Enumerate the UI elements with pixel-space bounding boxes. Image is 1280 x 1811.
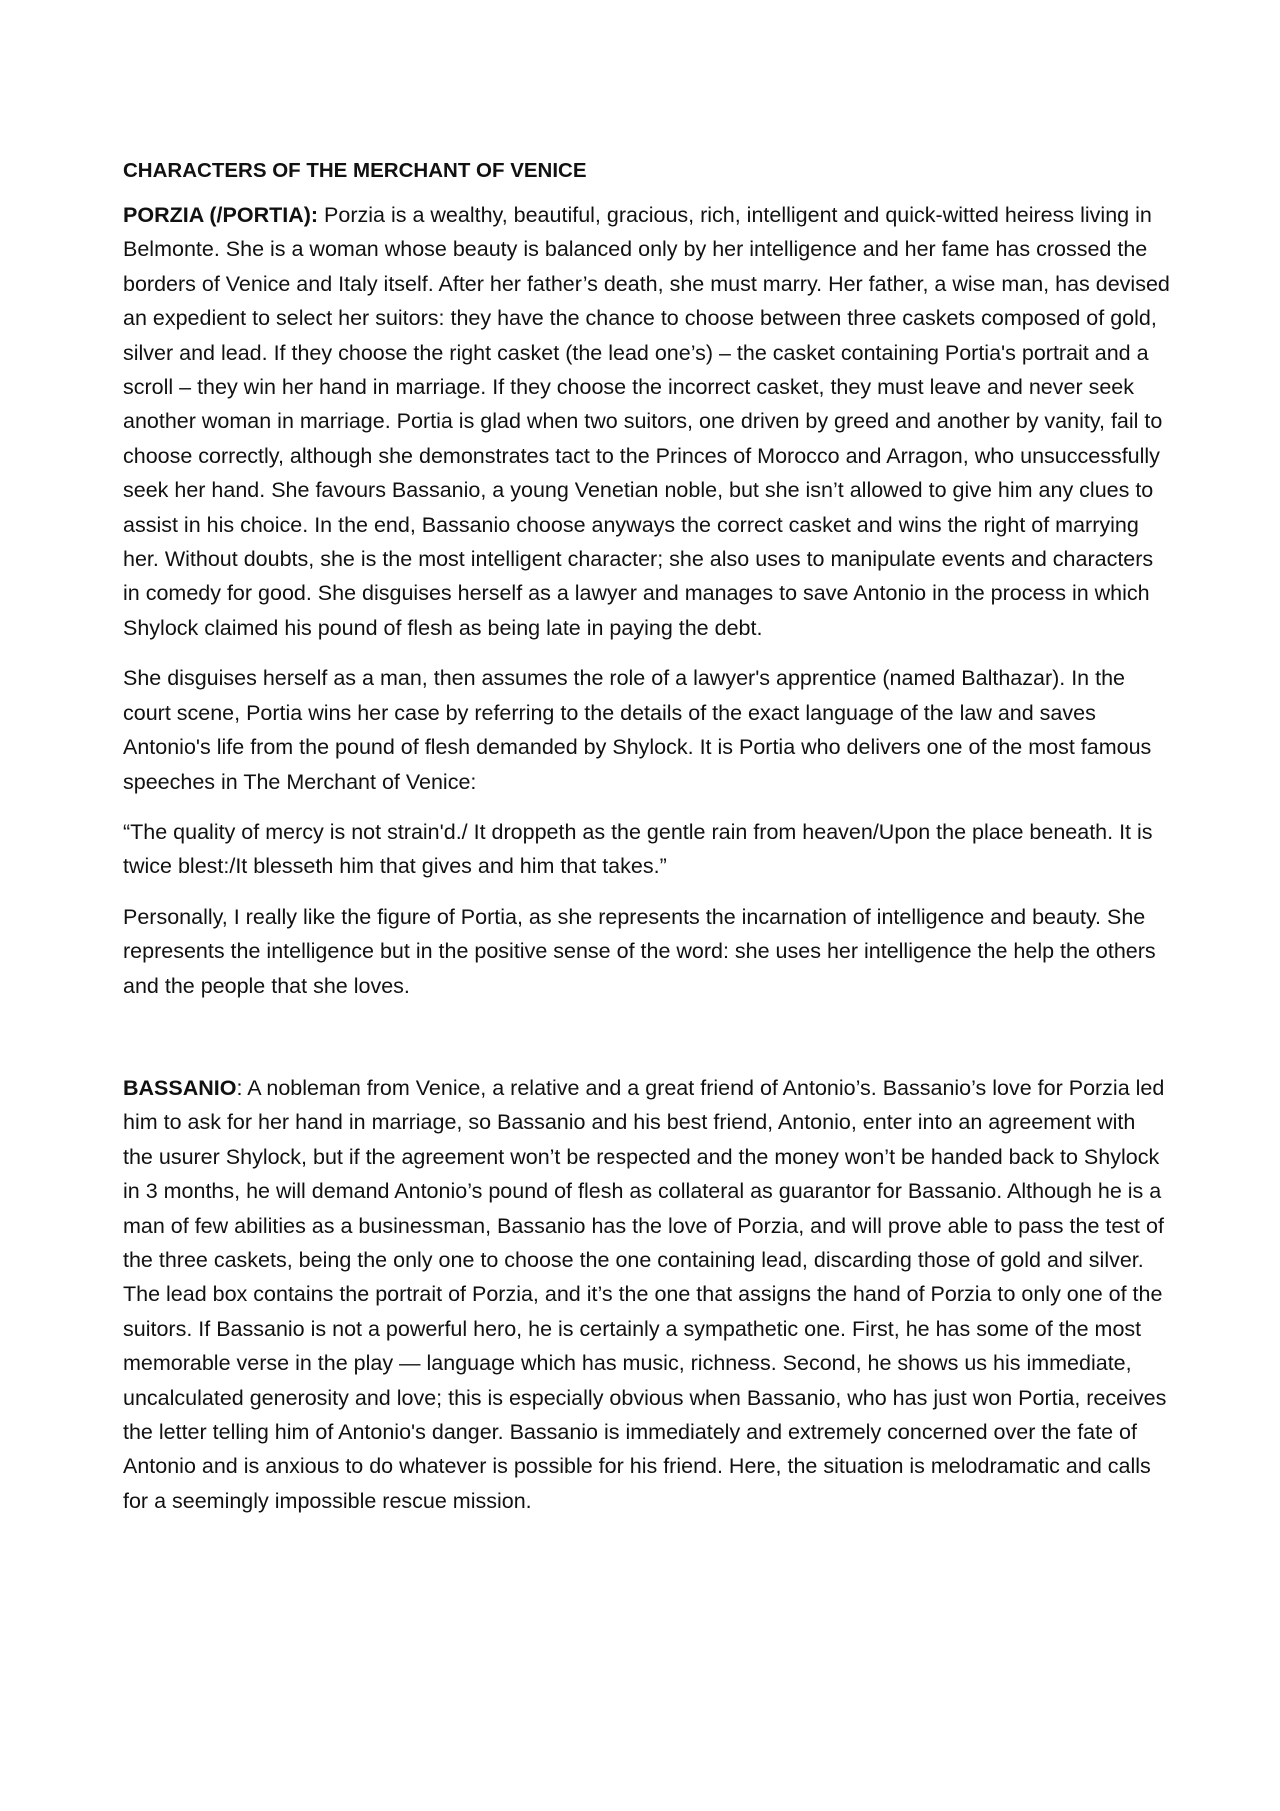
bassanio-paragraph-1-text: : A nobleman from Venice, a relative and a great friend of Antonio’s. Bassanio’s love for Porzia led him to ask for her hand in marriage, so Bassanio and his best friend, Antonio, enter into an agreement with the usurer Shylock, but if the agreement won’t be respected and the money won’t be handed back to Shylock in 3 months, he will demand Antonio’s pound of flesh as collateral as guarantor for Bassanio. Although he is a man of few abilities as a businessman, Bassanio has the love of Porzia, and will prove able to pass the test of the three caskets, being the only one to choose the one containing lead, discarding those of gold and silver. The lead box contains the portrait of Porzia, and it’s the one that assigns the hand of Porzia to only one of the suitors. If Bassanio is not a powerful hero, he is certainly a sympathetic one. First, he has some of the most memorable verse in the play — language which has music, richness. Second, he shows us his immediate, uncalculated generosity and love; this is especially obvious when Bassanio, who has just won Portia, receives the letter telling him of Antonio's danger. Bassanio is immediately and extremely concerned over the fate of Antonio and is anxious to do whatever is possible for his friend. Here, the situation is melodramatic and calls for a seemingly impossible rescue mission.: [123, 1075, 1167, 1513]
document-page: [123, 156, 1171, 1534]
portia-paragraph-2: She disguises herself as a man, then assumes the role of a lawyer's apprentice (named Balthazar). In the court scene, Portia wins her case by referring to the details of the exact language of the law and saves Antonio's life from the pound of flesh demanded by Shylock. It is Portia who delivers one of the most famous speeches in The Merchant of Venice:: [123, 666, 1152, 794]
portia-paragraph-3: Personally, I really like the figure of Portia, as she represents the incarnation of intelligence and beauty. She represents the intelligence but in the positive sense of the word: she uses her intelligence the help the others and the people that she loves.: [123, 904, 1156, 998]
section-spacer: [123, 1019, 1171, 1071]
portia-paragraph-1: [123, 198, 1171, 645]
document-title: CHARACTERS OF THE MERCHANT OF VENICE: [123, 159, 587, 182]
portia-heading: PORZIA (/PORTIA):: [123, 203, 319, 227]
bassanio-paragraph-1: [123, 1071, 1171, 1518]
portia-quote: “The quality of mercy is not strain'd./ It droppeth as the gentle rain from heaven/Upon the place beneath. It is twice blest:/It blesseth him that gives and him that takes.”: [123, 819, 1153, 879]
bassanio-heading: BASSANIO: [123, 1075, 237, 1100]
portia-paragraph-1-text: Porzia is a wealthy, beautiful, gracious, rich, intelligent and quick-witted heiress living in Belmonte. She is a woman whose beauty is balanced only by her intelligence and her fame has crossed the borders of Venice and Italy itself. After her father’s death, she must marry. Her father, a wise man, has devised an expedient to select her suitors: they have the chance to choose between three caskets composed of gold, silver and lead. If they choose the right casket (the lead one’s) – the casket containing Portia's portrait and a scroll – they win her hand in marriage. If they choose the incorrect casket, they must leave and never seek another woman in marriage. Portia is glad when two suitors, one driven by greed and another by vanity, fail to choose correctly, although she demonstrates tact to the Princes of Morocco and Arragon, who unsuccessfully seek her hand. She favours Bassanio, a young Venetian noble, but she isn’t allowed to give him any clues to assist in his choice. In the end, Bassanio choose anyways the correct casket and wins the right of marrying her. Without doubts, she is the most intelligent character; she also uses to manipulate events and characters in comedy for good. She disguises herself as a lawyer and manages to save Antonio in the process in which Shylock claimed his pound of flesh as being late in paying the debt.: [123, 203, 1170, 640]
